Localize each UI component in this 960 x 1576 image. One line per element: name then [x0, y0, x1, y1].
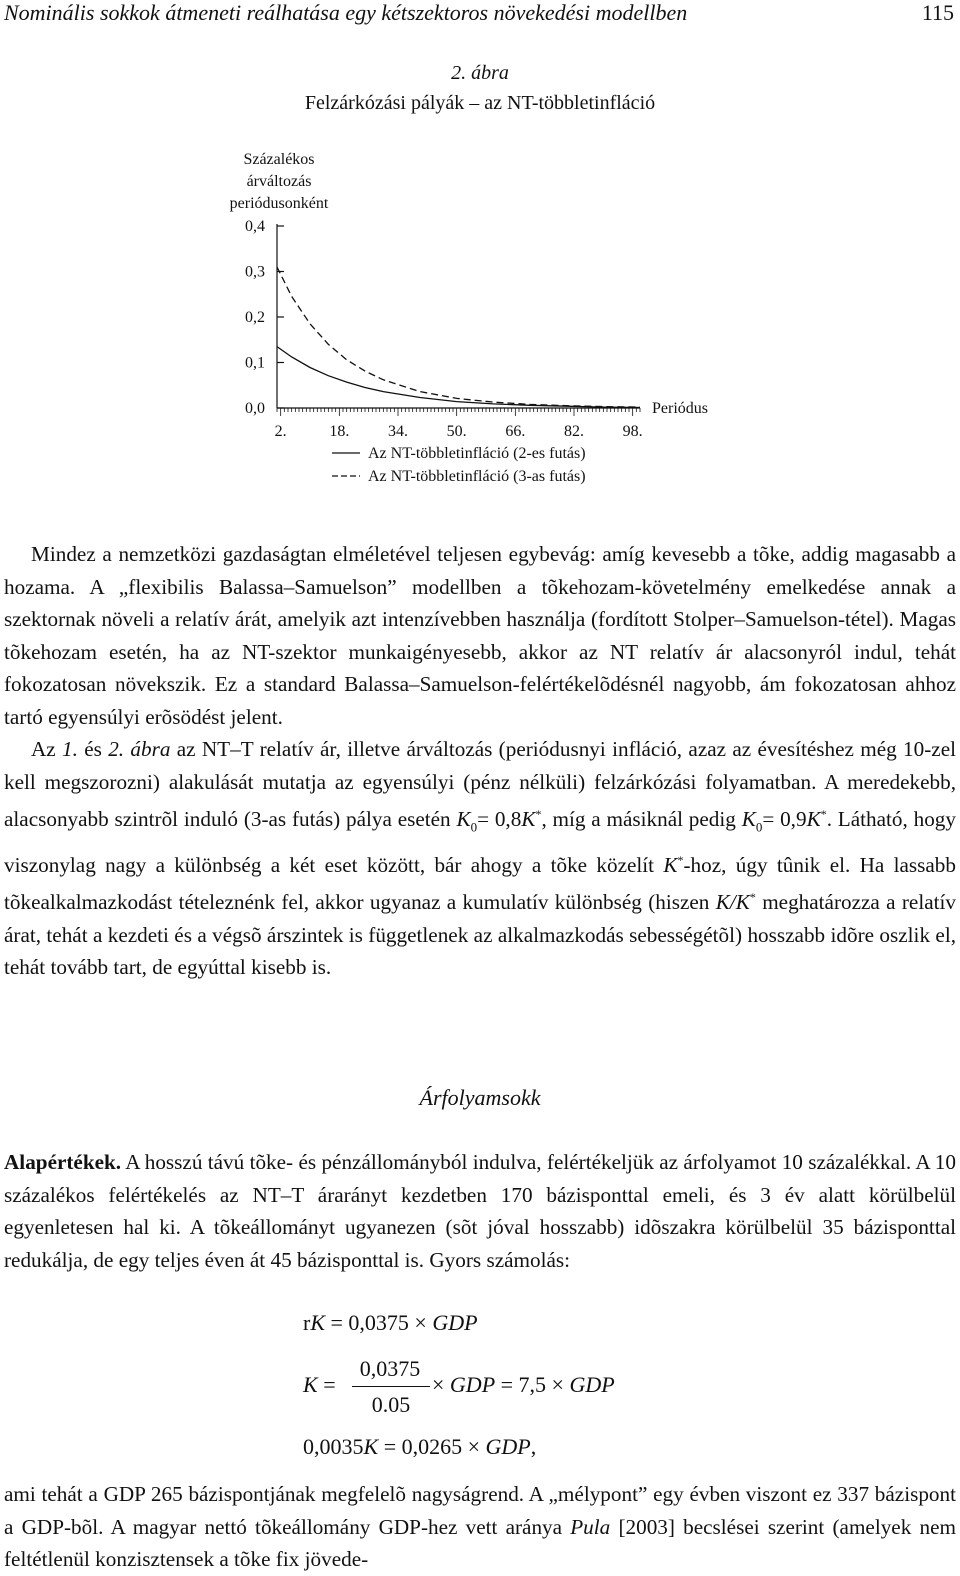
y-axis-label-line: Százalékos [243, 151, 315, 168]
x-tick-label: 50. [446, 423, 467, 440]
paragraph-3: Alapértékek. A hosszú távú tõke- és pénzállományból indulva, felértékeljük az árfolyamot 10 százalékkal. A 10 százalékos felértékelés az NT–T árarányt kezdetben 170 bázisponttal emeli, és 3 év alatt körülbelül egyenletesen hal ki. A tõkeállományt ugyanezen (sõt jóval hosszabb) idõszakra körülbelül 35 bázisponttal redukálja, de egy teljes éven át 45 bázisponttal is. Gyors számolás: [4, 1150, 956, 1272]
equation-2-rhs: × GDP = 7,5 × GDP [432, 1372, 615, 1397]
running-header [0, 0, 960, 30]
x-tick-label: 2. [274, 423, 287, 440]
legend-label: Az NT-többletinfláció (2-es futás) [368, 445, 586, 462]
x-axis [275, 400, 708, 440]
series-line-run3 [277, 267, 640, 407]
x-tick-label: 34. [388, 423, 408, 440]
y-tick-label: 0,1 [245, 354, 265, 372]
legend-label: Az NT-többletinfláció (3-as futás) [368, 468, 586, 485]
equation-3: 0,0035K = 0,0265 × GDP, [303, 1434, 537, 1459]
figure-title: Felzárkózási pályák – az NT-többletinfláció [304, 92, 656, 114]
y-tick-label: 0,0 [245, 400, 265, 417]
body-paragraph-4 [4, 1478, 956, 1576]
section-title: Árfolyamsokk [419, 1085, 541, 1110]
equation-2-denominator: 0.05 [371, 1392, 411, 1417]
equation-2-numerator: 0,0375 [359, 1356, 421, 1381]
y-axis-label [230, 151, 329, 212]
y-tick-label: 0,2 [245, 309, 265, 326]
body-paragraph-1 [4, 538, 956, 984]
paragraph-2: Az 1. és 2. ábra az NT–T relatív ár, illetve árváltozás (periódusnyi infláció, azaz az évesítéshez még 10-zel kell megszorozni) alakulását mutatja az egyensúlyi (pénz nélküli) felzárkózási folyamatban. A meredekebb, alacsonyabb szintrõl induló (3-as futás) pálya esetén $K_0= 0,8K^*$, míg a másiknál pedig $K_0= 0,9K^*$. Látható, hogy viszonylag nagy a különbség a két eset között, bár ahogy a tõke közelít K*-hoz, úgy tûnik el. Ha lassabb tõkealkalmazkodást tételeznénk fel, akkor ugyanaz a kumulatív különbség (hiszen K/K* meghatározza a relatív árat, tehát a kezdeti és a végsõ árszintek is függetlenek az alkalmazkodás sebességétõl) hosszabb idõre oszlik el, tehát tovább tart, de egyúttal kisebb is. [4, 737, 956, 980]
page-number: 115 [921, 0, 954, 25]
equation-2-lhs: K = [303, 1372, 336, 1397]
inflation-chart [0, 140, 960, 510]
y-axis-label-line: periódusonként [229, 195, 329, 212]
fraction-line [352, 1386, 430, 1387]
body-paragraph-3 [4, 1146, 956, 1276]
x-tick-label: 98. [622, 423, 643, 440]
x-axis-label: Periódus [652, 400, 708, 417]
x-tick-label: 18. [329, 423, 350, 440]
equation-1: rK = 0,0375 × GDP [303, 1310, 478, 1335]
x-tick-label: 66. [505, 423, 526, 440]
series-group [277, 267, 640, 408]
y-tick-label: 0,4 [245, 218, 265, 235]
y-axis [245, 218, 284, 417]
y-axis-label-line: árváltozás [246, 173, 312, 190]
paragraph-1: Mindez a nemzetközi gazdaságtan elméletével teljesen egybevág: amíg kevesebb a tõke, addig magasabb a hozama. A „flexibilis Balassa–Samuelson” modellben a tõkehozam-követelmény emelkedése annak a szektornak növeli a relatív árát, amelyik azt intenzívebben használja (fordított Stolper–Samuelson-tétel). Magas tõkehozam esetén, ha az NT-szektor munkaigényesebb, akkor az NT relatív ár alacsonyról indul, tehát fokozatosan növekszik. Ez a standard Balassa–Samuelson-felértékelõdésnél nagyobb, ám fokozatosan ahhoz tartó egyensúlyi erõsödést jelent. [4, 542, 956, 729]
running-title: Nominális sokkok átmeneti reálhatása egy kétszektoros növekedési modellben [4, 0, 688, 25]
legend [332, 445, 586, 485]
y-tick-label: 0,3 [245, 263, 265, 281]
paragraph-4: ami tehát a GDP 265 bázispontjának megfelelõ nagyságrend. A „mélypont” egy évben viszont ez 337 bázispont a GDP-bõl. A magyar nettó tõkeállomány GDP-hez vett aránya Pula [2003] becslései szerint (amelyek nem feltétlenül konzisztensek a tõke fix jövede- [4, 1482, 956, 1571]
figure-number: 2. ábra [451, 62, 509, 84]
x-tick-label: 82. [564, 423, 584, 440]
